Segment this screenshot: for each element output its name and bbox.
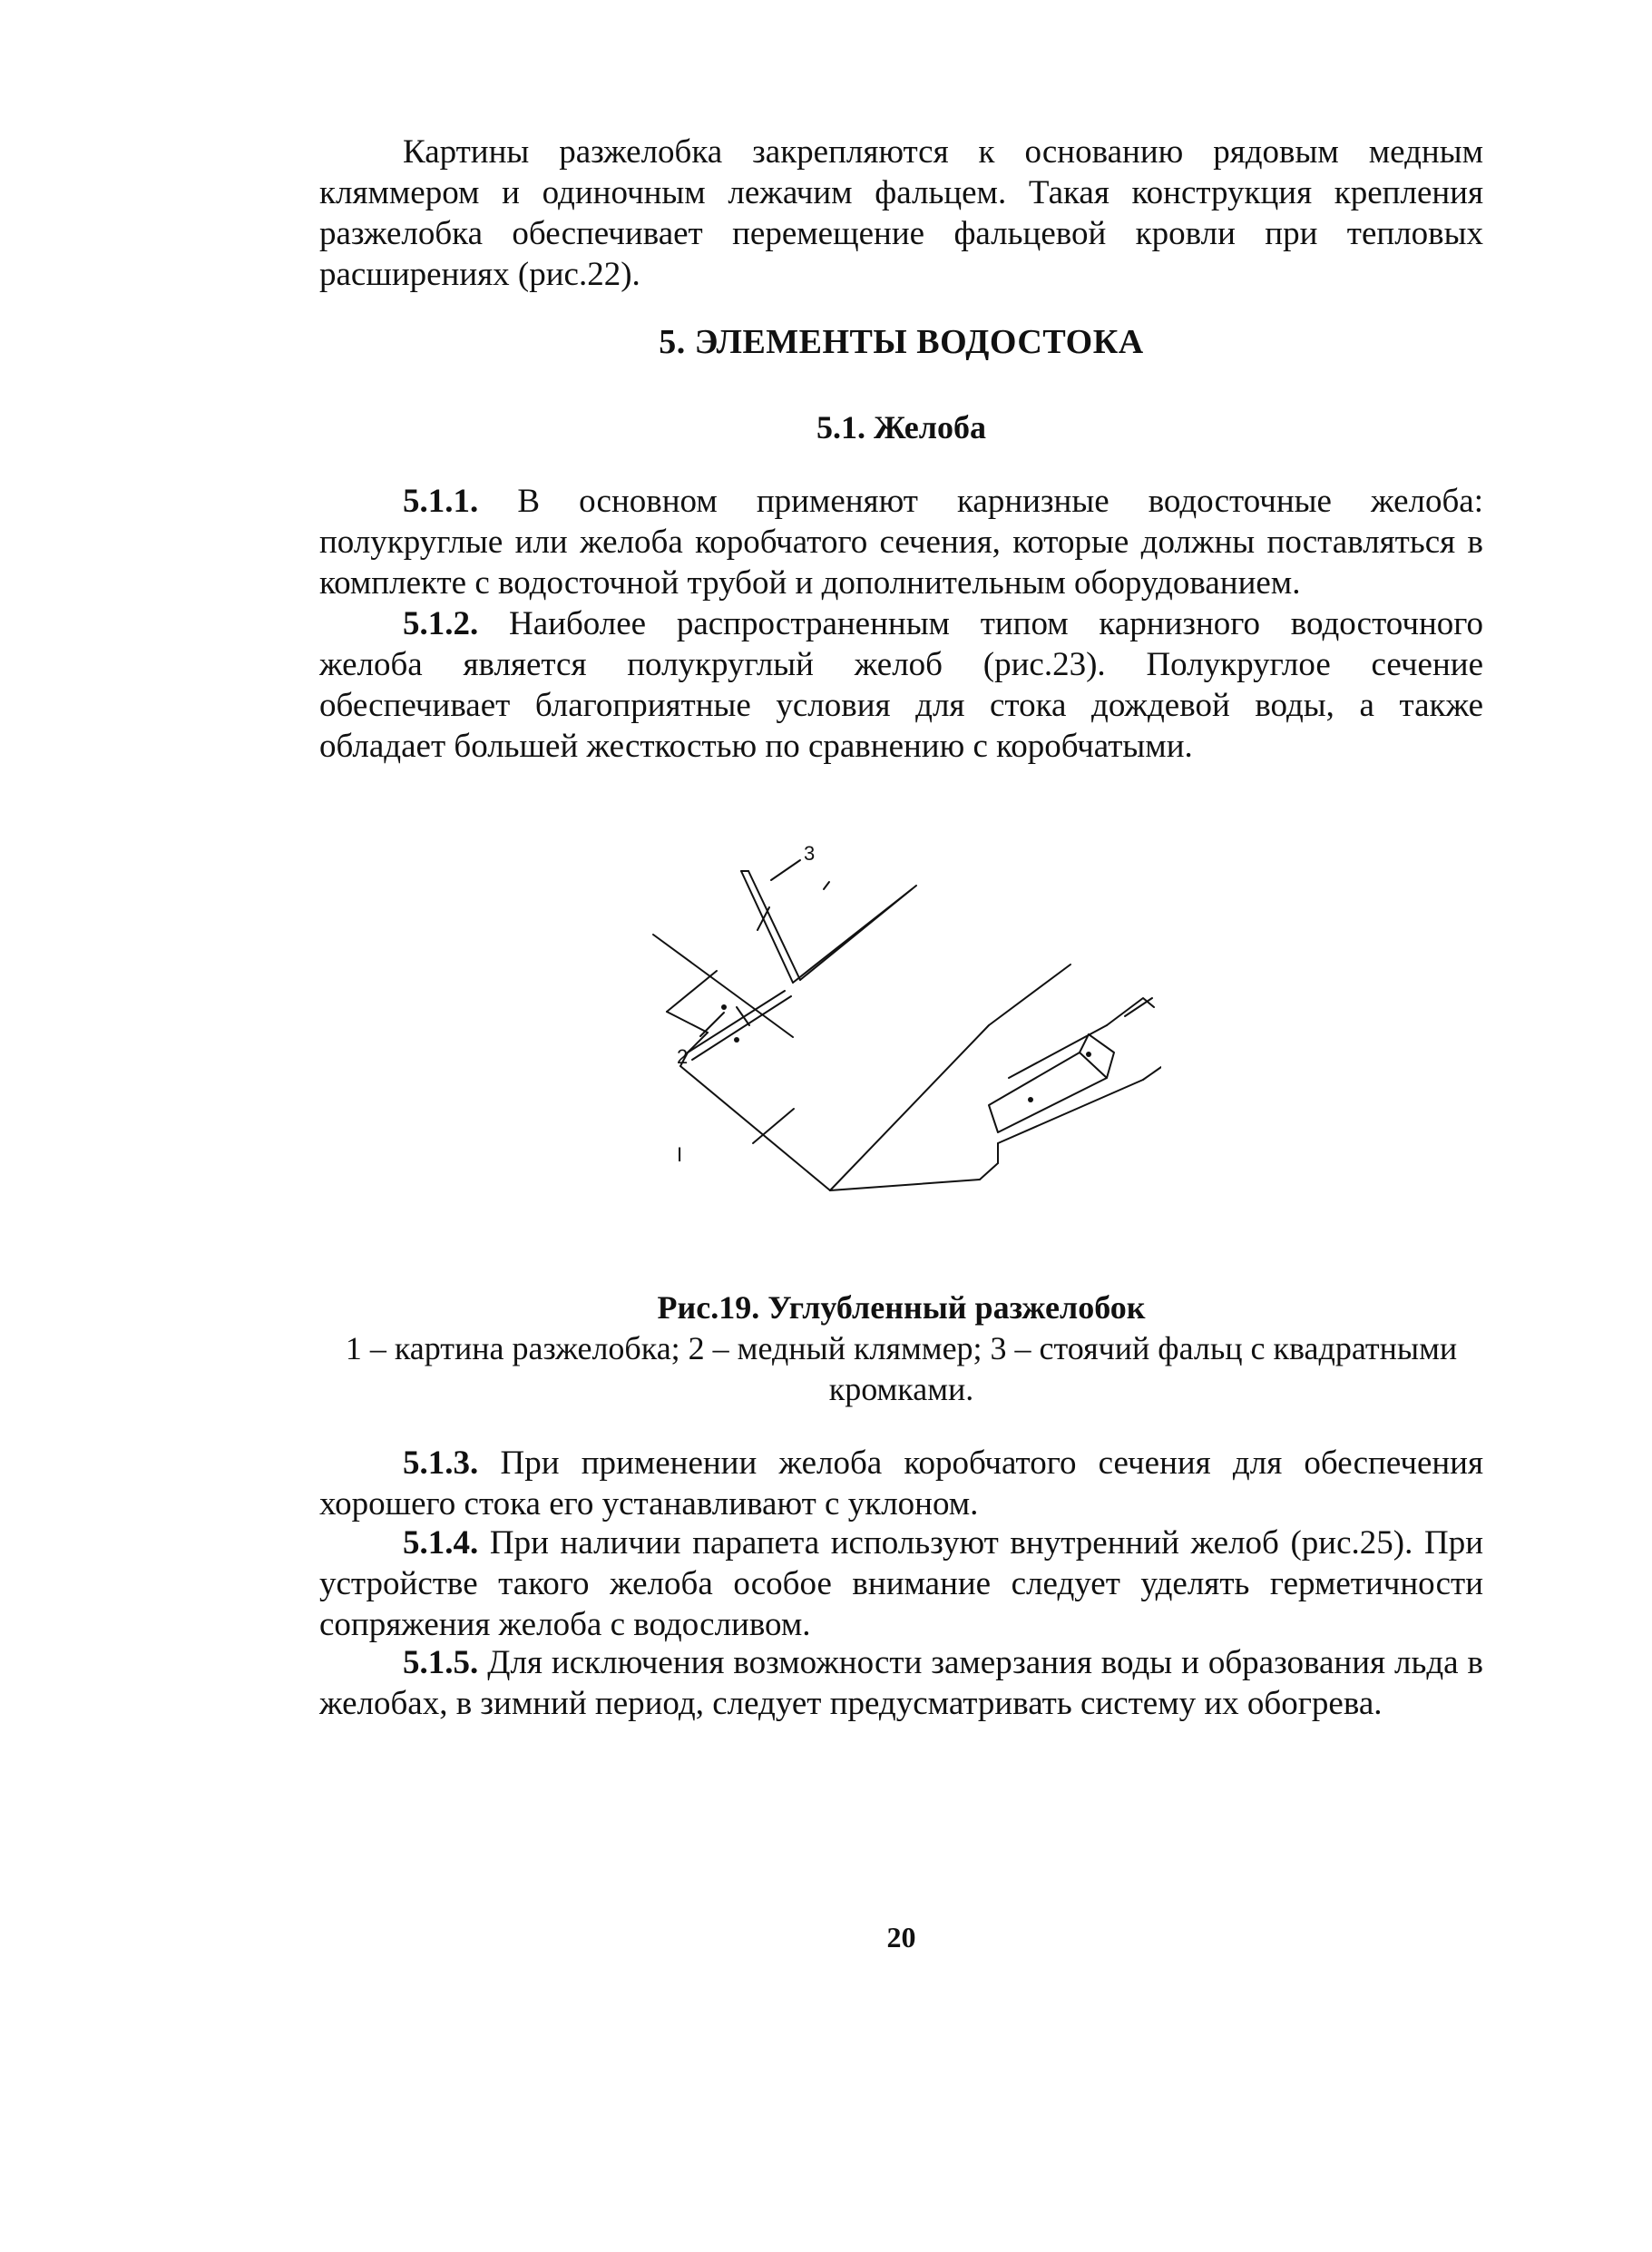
- paragraph-number: 5.1.5.: [403, 1644, 479, 1681]
- paragraph-5-1-4: [319, 1523, 1483, 1645]
- paragraph-text: В основном применяют карнизные водосточные желоба: полукруглые или желоба коробчатого сечения, которые должны поставляться в комплекте с водосточной трубой и дополнительным оборудованием.: [319, 483, 1484, 602]
- paragraph-5-1-3: [319, 1443, 1483, 1524]
- paragraph-text: Для исключения возможности замерзания воды и образования льда в желобах, в зимний период, следует предусматривать систему их обогрева.: [319, 1644, 1483, 1722]
- figure-drawing: [599, 844, 1161, 1225]
- intro-paragraph: Картины разжелобка закрепляются к основанию рядовым медным кляммером и одиночным лежачим фальцем. Такая конструкция крепления разжелобка обеспечивает перемещение фальцевой кровли при тепловых расширениях (рис.22).: [319, 133, 1483, 293]
- figure-label-2: 2: [677, 1045, 689, 1068]
- section-heading: 5. ЭЛЕМЕНТЫ ВОДОСТОКА: [659, 323, 1144, 361]
- figure-label-1: I: [677, 1143, 683, 1166]
- figure-caption-legend: 1 – картина разжелобка; 2 – медный кляммер; 3 – стоячий фальц с квадратными кромками.: [345, 1330, 1458, 1407]
- paragraph-5-1-1: [319, 481, 1483, 603]
- paragraph-number: 5.1.1.: [403, 483, 479, 520]
- paragraph-text: Наиболее распространенным типом карнизного водосточного желоба является полукруглый желоб (рис.23). Полукруглое сечение обеспечивает благоприятные условия для стока дождевой воды, а также обладает большей жесткостью по сравнению с коробчатыми.: [319, 605, 1483, 765]
- paragraph-text: При наличии парапета используют внутренний желоб (рис.25). При устройстве такого желоба особое внимание следует уделять герметичности сопряжения желоба с водосливом.: [319, 1524, 1484, 1643]
- figure-caption-title: Рис.19. Углубленный разжелобок: [657, 1289, 1146, 1326]
- paragraph-5-1-2: [319, 603, 1483, 767]
- subsection-heading: 5.1. Желоба: [816, 409, 986, 446]
- paragraph-number: 5.1.3.: [403, 1444, 479, 1482]
- paragraph-number: 5.1.2.: [403, 605, 479, 642]
- page-number: 20: [886, 1921, 916, 1953]
- paragraph-text: При применении желоба коробчатого сечения для обеспечения хорошего стока его устанавливают с уклоном.: [319, 1444, 1483, 1523]
- paragraph-number: 5.1.4.: [403, 1524, 479, 1562]
- figure-label-3: 3: [804, 844, 816, 865]
- paragraph-5-1-5: [319, 1642, 1483, 1724]
